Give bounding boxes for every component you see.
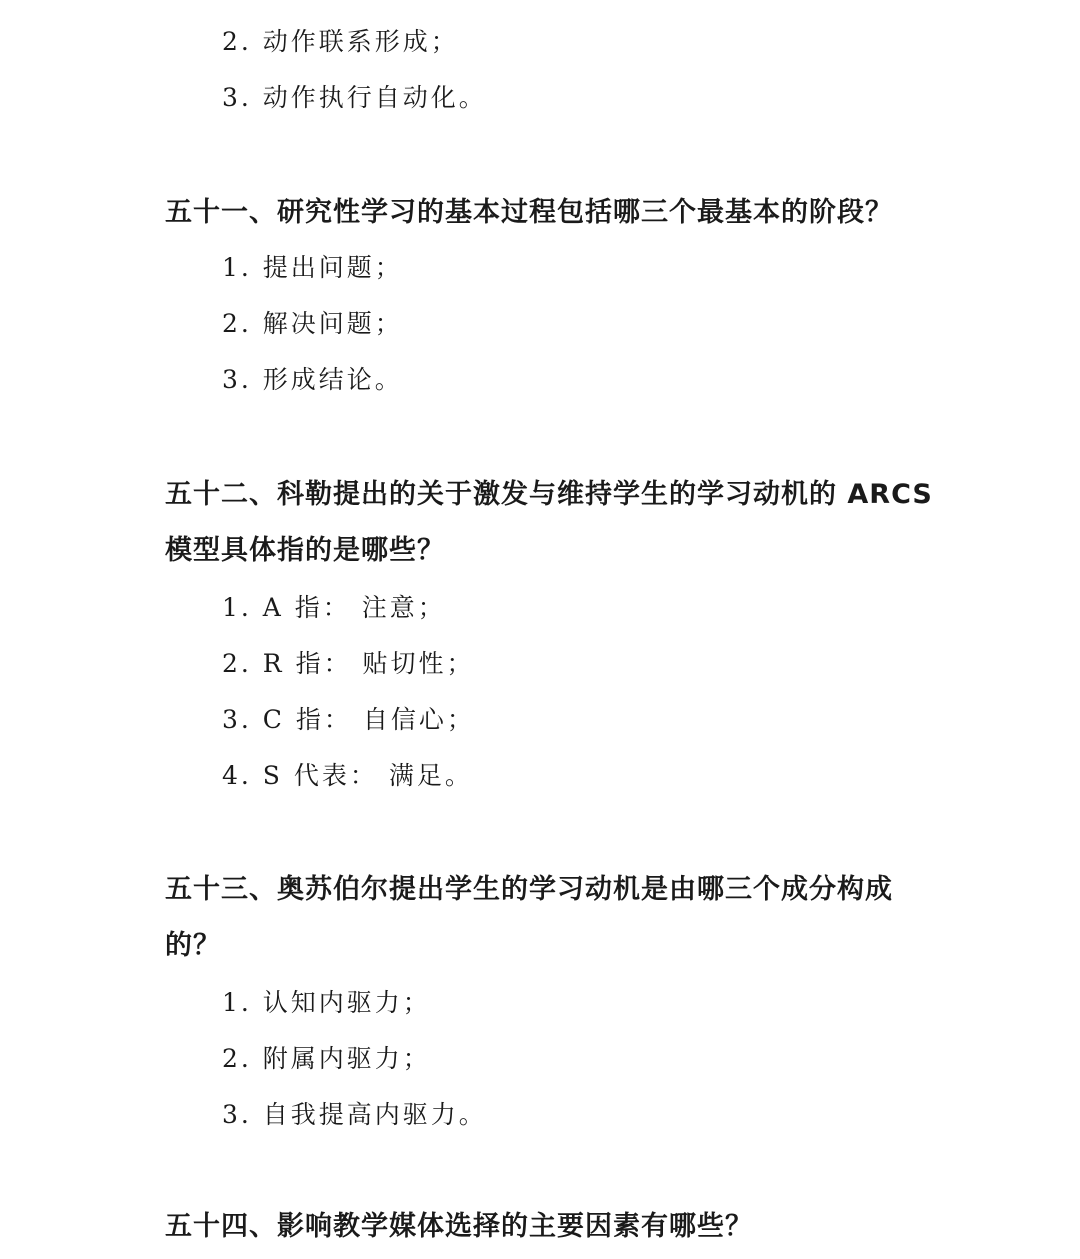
question-heading: 五十一、研究性学习的基本过程包括哪三个最基本的阶段？ bbox=[165, 197, 893, 228]
question-heading-continued: 模型具体指的是哪些？ bbox=[165, 535, 445, 566]
answer-line: 3. 形成结论。 bbox=[222, 365, 403, 394]
question-heading: 五十二、科勒提出的关于激发与维持学生的学习动机的 ARCS bbox=[165, 479, 933, 510]
answer-line: 3. 动作执行自动化。 bbox=[222, 83, 487, 112]
answer-line: 3. C 指： 自信心； bbox=[222, 705, 475, 734]
answer-line: 3. 自我提高内驱力。 bbox=[222, 1100, 487, 1129]
answer-line: 2. 解决问题； bbox=[222, 309, 403, 338]
question-heading-continued: 的？ bbox=[165, 930, 221, 961]
answer-line: 4. S 代表： 满足。 bbox=[222, 761, 473, 790]
question-heading: 五十四、影响教学媒体选择的主要因素有哪些？ bbox=[165, 1211, 753, 1242]
question-heading: 五十三、奥苏伯尔提出学生的学习动机是由哪三个成分构成 bbox=[165, 874, 893, 905]
answer-line: 2. 附属内驱力； bbox=[222, 1044, 431, 1073]
answer-line: 1. 提出问题； bbox=[222, 253, 403, 282]
answer-line: 2. R 指： 贴切性； bbox=[222, 649, 475, 678]
answer-line: 1. A 指： 注意； bbox=[222, 593, 446, 622]
answer-line: 1. 认知内驱力； bbox=[222, 988, 431, 1017]
answer-line: 2. 动作联系形成； bbox=[222, 27, 459, 56]
